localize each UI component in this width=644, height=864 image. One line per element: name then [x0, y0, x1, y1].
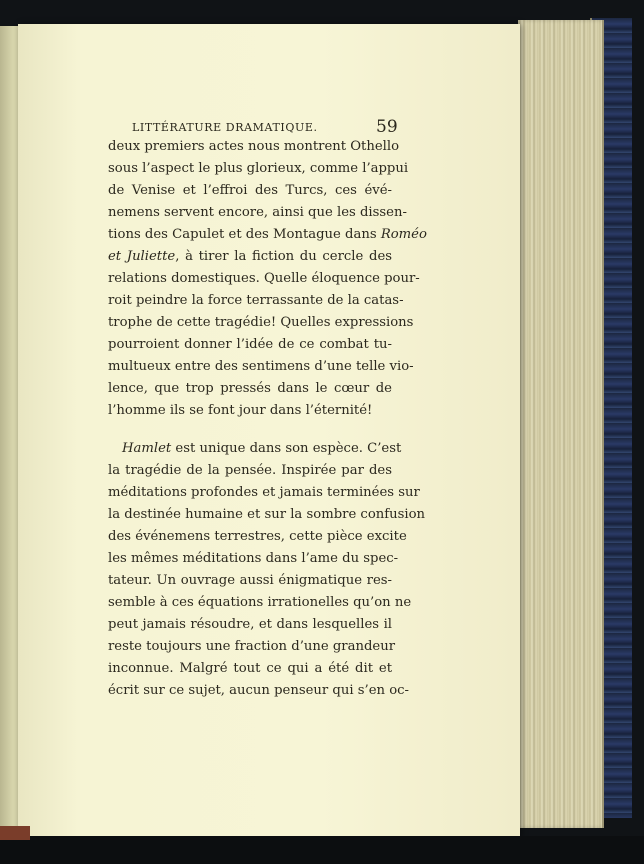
line-text: inconnue. Malgré tout ce qui a été dit et — [108, 661, 392, 676]
line-text: des événemens terrestres, cette pièce excite — [108, 529, 407, 544]
left-binding-corner — [0, 826, 30, 840]
text-line — [108, 482, 420, 504]
text-line — [108, 334, 392, 356]
line-text: nemens servent encore, ainsi que les dissen- — [108, 205, 407, 220]
page-edges — [518, 20, 604, 828]
text-line — [108, 312, 414, 334]
text-line — [108, 202, 407, 224]
text-line — [108, 246, 392, 268]
line-text: trophe de cette tragédie! Quelles expressions — [108, 315, 414, 330]
text-line — [108, 460, 392, 482]
line-text: relations domestiques. Quelle éloquence pour- — [108, 271, 420, 286]
bottom-shadow — [0, 836, 644, 864]
line-text: écrit sur ce sujet, aucun penseur qui s’en oc- — [108, 683, 409, 698]
line-text: la destinée humaine et sur la sombre confusion — [108, 507, 426, 522]
line-text: roit peindre la force terrassante de la catas- — [108, 293, 404, 308]
text-line — [108, 356, 414, 378]
line-text: sous l’aspect le plus glorieux, comme l’appui — [108, 161, 409, 176]
italic-title: Roméo — [380, 227, 427, 242]
text-line — [108, 268, 420, 290]
text-line — [108, 526, 407, 548]
text-line — [108, 158, 409, 180]
line-text: lence, que trop pressés dans le cœur de — [108, 381, 392, 396]
text-line — [108, 290, 404, 312]
running-title: LITTÉRATURE DRAMATIQUE. — [132, 121, 318, 134]
line-text: méditations profondes et jamais terminées sur — [108, 485, 420, 500]
text-line — [108, 570, 392, 592]
text-line — [108, 136, 400, 158]
italic-title: et Juliette — [108, 249, 176, 264]
line-text: est unique dans son espèce. C’est — [171, 441, 402, 456]
text-line — [108, 636, 396, 658]
line-text: de Venise et l’effroi des Turcs, ces évé- — [108, 183, 392, 198]
line-text: l’homme ils se font jour dans l’éternité! — [108, 403, 373, 418]
text-line — [108, 180, 392, 202]
line-text: deux premiers actes nous montrent Othello — [108, 139, 400, 154]
line-text: , à tirer la fiction du cercle des — [175, 249, 393, 264]
line-text: reste toujours une fraction d’une grandeur — [108, 639, 396, 654]
text-line — [108, 224, 427, 246]
line-text: pourroient donner l’idée de ce combat tu- — [108, 337, 392, 352]
line-text: tions des Capulet et des Montague dans — [108, 227, 381, 242]
text-line — [108, 680, 409, 702]
text-line — [108, 504, 426, 526]
text-line — [108, 658, 392, 680]
line-text: semble à ces équations irrationelles qu’on ne — [108, 595, 412, 610]
text-line — [108, 400, 392, 422]
text-line — [108, 378, 392, 400]
text-line — [108, 592, 412, 614]
line-text: peut jamais résoudre, et dans lesquelles il — [108, 617, 392, 632]
italic-title: Hamlet — [122, 441, 172, 456]
page-number: 59 — [376, 117, 398, 137]
running-head — [132, 117, 398, 137]
text-line — [108, 614, 392, 636]
line-text: multueux entre des sentimens d’une telle vio- — [108, 359, 414, 374]
text-line — [122, 438, 402, 460]
text-line — [108, 548, 399, 570]
line-text: la tragédie de la pensée. Inspirée par des — [108, 463, 392, 478]
line-text: tateur. Un ouvrage aussi énigmatique res- — [108, 573, 392, 588]
line-text: les mêmes méditations dans l’ame du spec- — [108, 551, 399, 566]
